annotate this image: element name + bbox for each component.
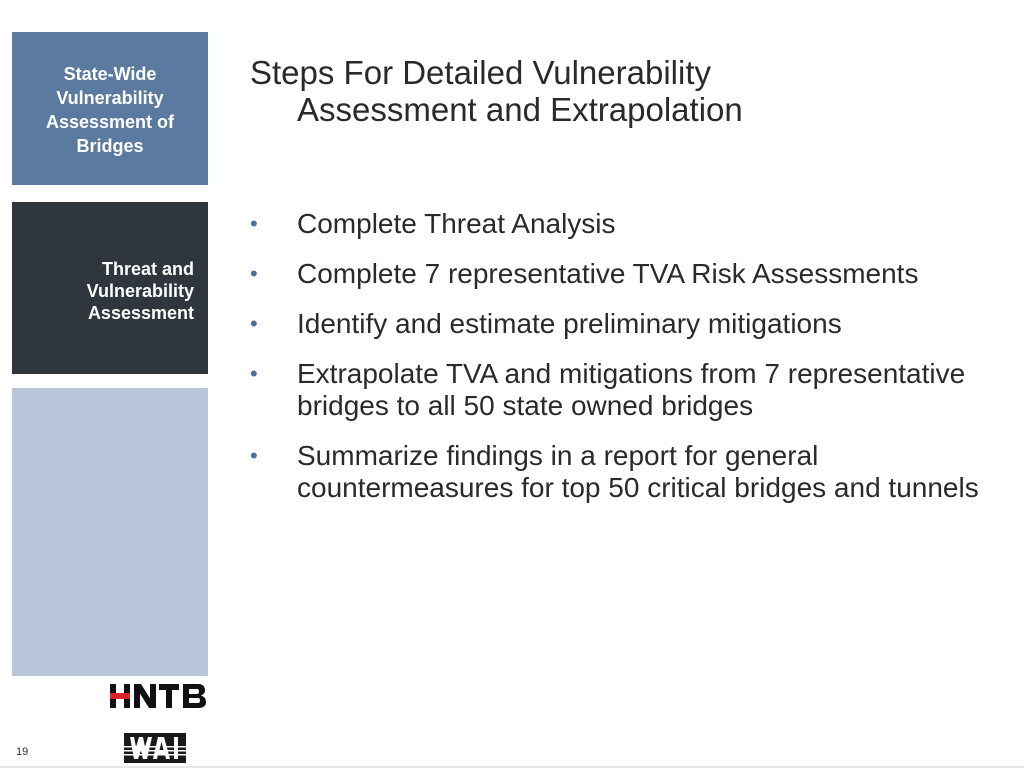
bullet-item — [250, 258, 980, 290]
section-box-state-wide — [12, 32, 208, 185]
bullet-icon: • — [250, 361, 258, 386]
bullet-text: Extrapolate TVA and mitigations from 7 representative bridges to all 50 state owned bridges — [297, 358, 966, 421]
section-line: Assessment — [87, 303, 194, 323]
section-line: Threat and — [101, 259, 194, 279]
bullet-icon: • — [250, 311, 258, 336]
page-number: 19 — [16, 746, 29, 758]
bullet-text: Complete Threat Analysis — [297, 208, 616, 239]
bullet-list — [250, 208, 980, 522]
bullet-item — [250, 440, 980, 504]
section-box-empty — [12, 388, 208, 676]
bullet-text: Summarize findings in a report for general countermeasures for top 50 critical bridges and tunnels — [297, 440, 979, 503]
section-line: Assessment of — [45, 112, 175, 132]
slide-title — [250, 54, 990, 128]
bullet-icon: • — [250, 211, 258, 236]
bullet-text: Identify and estimate preliminary mitigations — [297, 308, 842, 339]
wai-logo — [124, 733, 186, 763]
section-line: Vulnerability — [86, 281, 194, 301]
bullet-icon: • — [250, 443, 258, 468]
bullet-icon: • — [250, 261, 258, 286]
section-line: Vulnerability — [56, 88, 164, 108]
title-line-1: Steps For Detailed Vulnerability — [250, 54, 712, 91]
bullet-item — [250, 208, 980, 240]
section-line: Bridges — [76, 136, 144, 156]
bullet-item — [250, 308, 980, 340]
section-line: State-Wide — [63, 64, 157, 84]
title-line-2: Assessment and Extrapolation — [297, 91, 743, 128]
bullet-text: Complete 7 representative TVA Risk Assessments — [297, 258, 919, 289]
hntb-logo — [110, 682, 206, 710]
section-box-threat-vulnerability — [12, 202, 208, 374]
bullet-item — [250, 358, 980, 422]
